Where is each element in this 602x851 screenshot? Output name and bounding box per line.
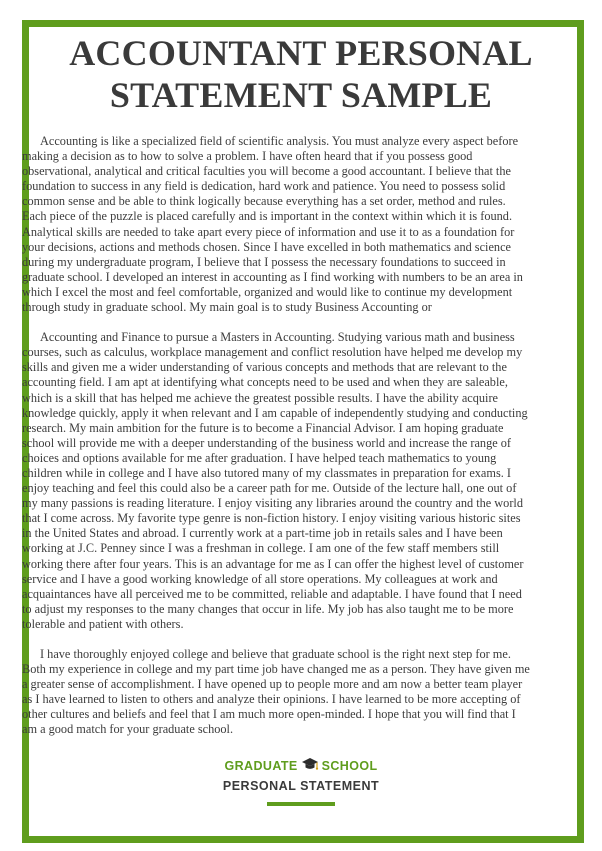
document-title	[30, 32, 572, 116]
statement-body	[22, 134, 530, 753]
paragraph-1: Accounting is like a specialized field of scientific analysis. You must analyze every aspect before making a decision as to how to solve a problem. I have often heard that if you possess good observational, analytical and critical faculties you will become a good accountant. I believe that the foundation to success in any field is dedication, hard work and patience. You need to possess solid common sense and be able to think logically because everything has a set order, method and rules. Each piece of the puzzle is placed carefully and is important in the context within which it is found. Analytical skills are needed to take apart every piece of information and use it to as a foundation for your decisions, actions and methods chosen. Since I have excelled in both mathematics and science during my undergraduate program, I believe that I possess the necessary foundations to succeed in graduate school. I developed an interest in accounting as I find working with numbers to be an area in which I excel the most and feel comfortable, organized and would like to continue my development through study in graduate school. My main goal is to study Business Accounting or	[22, 134, 523, 315]
paragraph-2: Accounting and Finance to pursue a Masters in Accounting. Studying various math and business courses, such as calculus, workplace management and conflict resolution have helped me develop my skills and given me a wider understanding of various concepts and methods that are relevant to the accounting field. I am apt at identifying what concepts need to be used and when they are saleable, which is a skill that has helped me achieve the greatest possible results. I have the ability acquire knowledge quickly, apply it when relevant and I am capable of independently studying and conducting research. My main ambition for the future is to become a Financial Advisor. I am hoping graduate school will provide me with a deeper understanding of the business world and increase the range of choices and options available for me after graduation. I have helped teach mathematics to young children while in college and I have also tutored many of my classmates in preparation for exams. I enjoy teaching and feel this could also be a career path for me. Outside of the lecture hall, one out of my many passions is reading literature. I enjoy visiting any libraries around the country and the world that I come across. My favorite type genre is non-fiction history. I enjoy visiting various historic sites in the United States and abroad. I currently work at a part-time job in retails sales and I have been working at J.C. Penney since I was a freshman in college. I am one of the few staff members still working there after four years. This is an advantage for me as I can offer the highest level of customer service and I have a good working knowledge of all store operations. My colleagues at work and acquaintances have all perceived me to be committed, reliable and adaptable. I have found that I need to adjust my responses to the many changes that occur in life. My job has also taught me to be more tolerable and patient with others.	[22, 330, 528, 631]
logo-word-graduate: GRADUATE	[224, 759, 298, 773]
title-line-2: STATEMENT SAMPLE	[109, 75, 493, 115]
paragraph-3: I have thoroughly enjoyed college and believe that graduate school is the right next step for me. Both my experience in college and my part time job have changed me as a person. They have given me a greater sense of accomplishment. I have opened up to people more and am now a better team player as I have learned to listen to others and analyze their opinions. I have learned to be more accepting of other cultures and beliefs and feel that I am much more open-minded. I hope that you will find that I am a good match for your graduate school.	[22, 647, 530, 737]
title-line-1: ACCOUNTANT PERSONAL	[69, 33, 533, 73]
logo-underline	[267, 802, 335, 806]
logo-subtitle: PERSONAL STATEMENT	[222, 779, 380, 793]
graduation-cap-icon	[301, 757, 319, 777]
brand-logo	[0, 757, 602, 806]
logo-word-school: SCHOOL	[321, 759, 378, 773]
